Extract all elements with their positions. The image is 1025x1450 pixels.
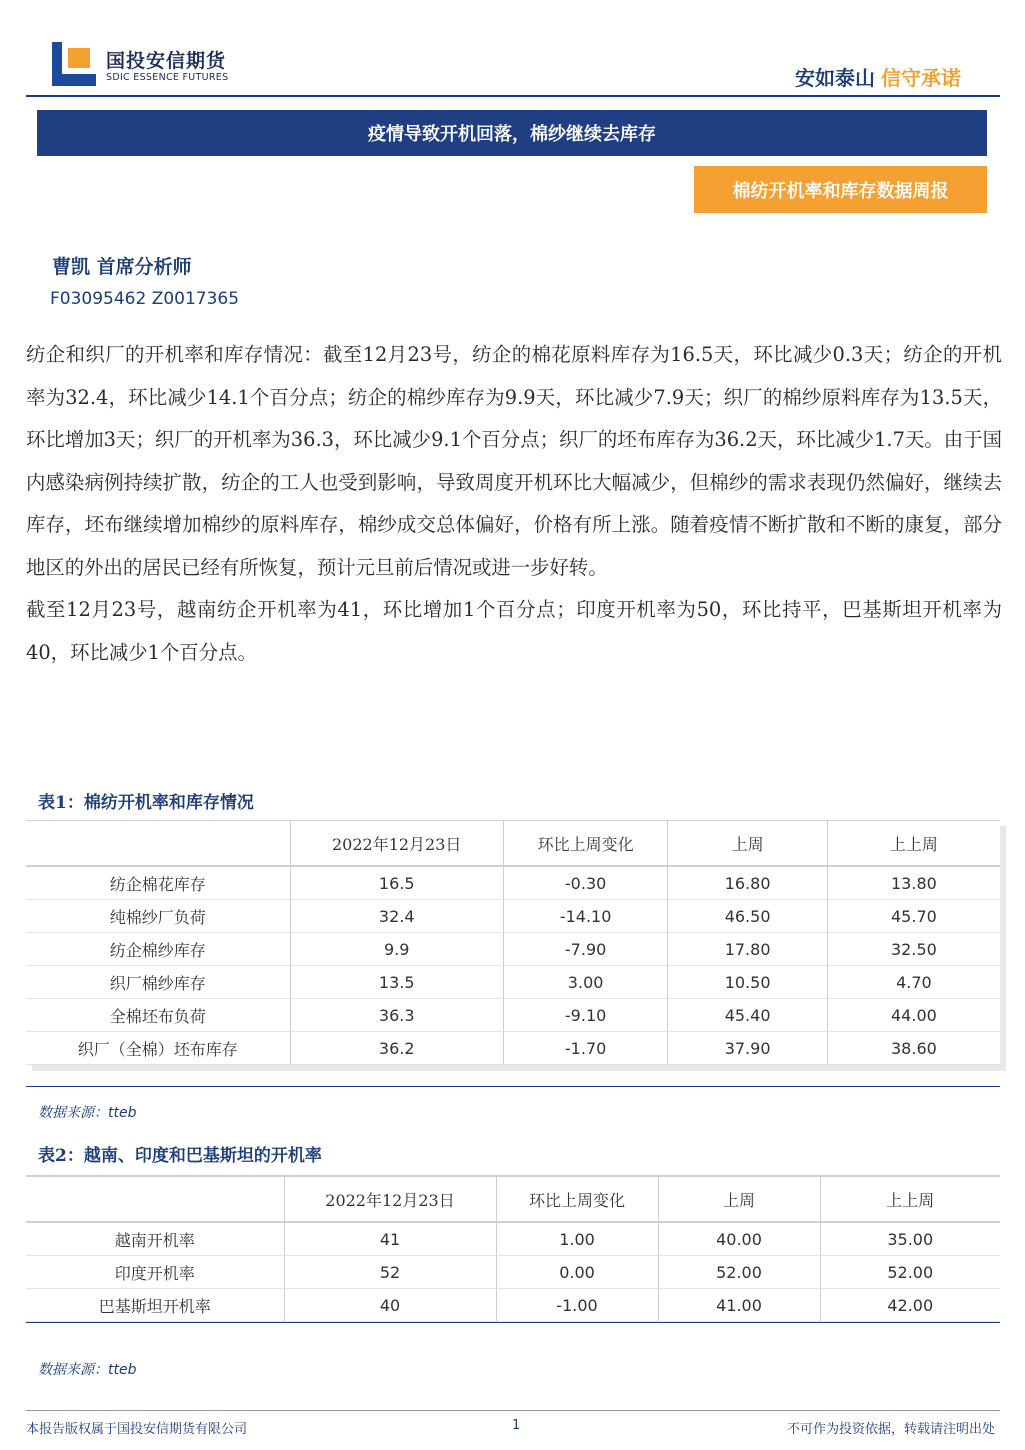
cell: 45.40 <box>668 999 827 1032</box>
cell: 35.00 <box>820 1222 1000 1256</box>
cell: 16.80 <box>668 866 827 900</box>
footer-copyright: 本报告版权属于国投安信期货有限公司 <box>26 1422 248 1437</box>
cell: 52.00 <box>658 1256 820 1289</box>
slogan <box>795 62 961 91</box>
row-label: 越南开机率 <box>26 1222 284 1256</box>
row-label: 织厂棉纱库存 <box>26 966 290 999</box>
cell: 10.50 <box>668 966 827 999</box>
cell: 52 <box>284 1256 496 1289</box>
slogan-part-2: 信守承诺 <box>881 66 961 90</box>
cell: 9.9 <box>290 933 503 966</box>
header-cell: 环比上周变化 <box>496 1176 658 1222</box>
table-row <box>26 999 1000 1032</box>
table2-source: 数据来源：tteb <box>38 1362 137 1378</box>
table-row <box>26 966 1000 999</box>
company-logo <box>52 40 242 90</box>
table1 <box>26 820 1000 1065</box>
paragraph: 纺企和织厂的开机率和库存情况：截至12月23号，纺企的棉花原料库存为16.5天，环比减少0.3天；纺企的开机率为32.4，环比减少14.1个百分点；纺企的棉纱库存为9.9天，环比减少7.9天；织厂的棉纱原料库存为13.5天，环比增加3天；织厂的开机率为36.3，环比减少9.1个百分点；织厂的坯布库存为36.2天，环比减少1.7天。由于国内感染病例持续扩散，纺企的工人也受到影响，导致周度开机环比大幅减少，但棉纱的需求表现仍然偏好，继续去库存，坯布继续增加棉纱的原料库存，棉纱成交总体偏好，价格有所上涨。随着疫情不断扩散和不断的康复，部分地区的外出的居民已经有所恢复，预计元旦前后情况或进一步好转。 <box>26 343 1002 579</box>
row-label: 印度开机率 <box>26 1256 284 1289</box>
table-row <box>26 900 1000 933</box>
header-cell: 上周 <box>668 821 827 867</box>
table-header-row <box>26 821 1000 867</box>
table-row <box>26 1256 1000 1289</box>
cell: 42.00 <box>820 1289 1000 1322</box>
cell: 17.80 <box>668 933 827 966</box>
cell: -14.10 <box>503 900 668 933</box>
logo-chinese-name: 国投安信期货 <box>106 50 227 72</box>
row-label: 巴基斯坦开机率 <box>26 1289 284 1322</box>
table1-bottom-rule <box>26 1086 1000 1087</box>
table2-title: 表2：越南、印度和巴基斯坦的开机率 <box>38 1146 322 1166</box>
table-row <box>26 1222 1000 1256</box>
header-cell <box>26 821 290 867</box>
body-text <box>26 334 1002 674</box>
cell: 45.70 <box>827 900 1000 933</box>
header-cell: 上上周 <box>820 1176 1000 1222</box>
table-row <box>26 1032 1000 1065</box>
row-label: 纺企棉花库存 <box>26 866 290 900</box>
row-label: 织厂（全棉）坯布库存 <box>26 1032 290 1065</box>
cell: 40.00 <box>658 1222 820 1256</box>
cell: 44.00 <box>827 999 1000 1032</box>
cell: 38.60 <box>827 1032 1000 1065</box>
paragraph: 截至12月23号，越南纺企开机率为41，环比增加1个百分点；印度开机率为50，环比持平，巴基斯坦开机率为40，环比减少1个百分点。 <box>26 598 1002 664</box>
cell: 3.00 <box>503 966 668 999</box>
cell: 52.00 <box>820 1256 1000 1289</box>
cell: 32.50 <box>827 933 1000 966</box>
cell: 46.50 <box>668 900 827 933</box>
cell: 13.80 <box>827 866 1000 900</box>
footer-disclaimer: 不可作为投资依据，转载请注明出处 <box>786 1422 995 1437</box>
cell: 13.5 <box>290 966 503 999</box>
table2 <box>26 1175 1000 1322</box>
header-cell: 2022年12月23日 <box>284 1176 496 1222</box>
cell: 36.3 <box>290 999 503 1032</box>
footer-divider <box>26 1410 1000 1411</box>
cell: 40 <box>284 1289 496 1322</box>
cell: 4.70 <box>827 966 1000 999</box>
cell: 16.5 <box>290 866 503 900</box>
header-divider <box>26 95 1000 97</box>
cell: -1.00 <box>496 1289 658 1322</box>
page-number: 1 <box>512 1418 521 1433</box>
cell: 36.2 <box>290 1032 503 1065</box>
header-cell: 环比上周变化 <box>503 821 668 867</box>
table-row <box>26 866 1000 900</box>
cell: -9.10 <box>503 999 668 1032</box>
cell: -0.30 <box>503 866 668 900</box>
cell: -1.70 <box>503 1032 668 1065</box>
author: 曹凯 首席分析师 <box>52 256 192 278</box>
header-cell: 上上周 <box>827 821 1000 867</box>
header-cell <box>26 1176 284 1222</box>
table1-source: 数据来源：tteb <box>38 1105 137 1121</box>
cell: 37.90 <box>668 1032 827 1065</box>
table-row <box>26 933 1000 966</box>
row-label: 纯棉纱厂负荷 <box>26 900 290 933</box>
report-subtitle: 棉纺开机率和库存数据周报 <box>694 166 987 213</box>
cell: -7.90 <box>503 933 668 966</box>
table-header-row <box>26 1176 1000 1222</box>
logo-mark-icon <box>52 42 96 86</box>
table2-bottom-rule <box>26 1322 1000 1323</box>
cell: 32.4 <box>290 900 503 933</box>
slogan-part-1: 安如泰山 <box>795 66 875 90</box>
cell: 41 <box>284 1222 496 1256</box>
row-label: 纺企棉纱库存 <box>26 933 290 966</box>
cell: 0.00 <box>496 1256 658 1289</box>
row-label: 全棉坯布负荷 <box>26 999 290 1032</box>
license-numbers: F03095462 Z0017365 <box>50 289 240 309</box>
cell: 1.00 <box>496 1222 658 1256</box>
table-row <box>26 1289 1000 1322</box>
cell: 41.00 <box>658 1289 820 1322</box>
header-cell: 2022年12月23日 <box>290 821 503 867</box>
logo-english-name: SDIC ESSENCE FUTURES <box>106 72 229 83</box>
table1-title: 表1：棉纺开机率和库存情况 <box>38 793 254 813</box>
report-title: 疫情导致开机回落，棉纱继续去库存 <box>37 110 987 156</box>
header-cell: 上周 <box>658 1176 820 1222</box>
